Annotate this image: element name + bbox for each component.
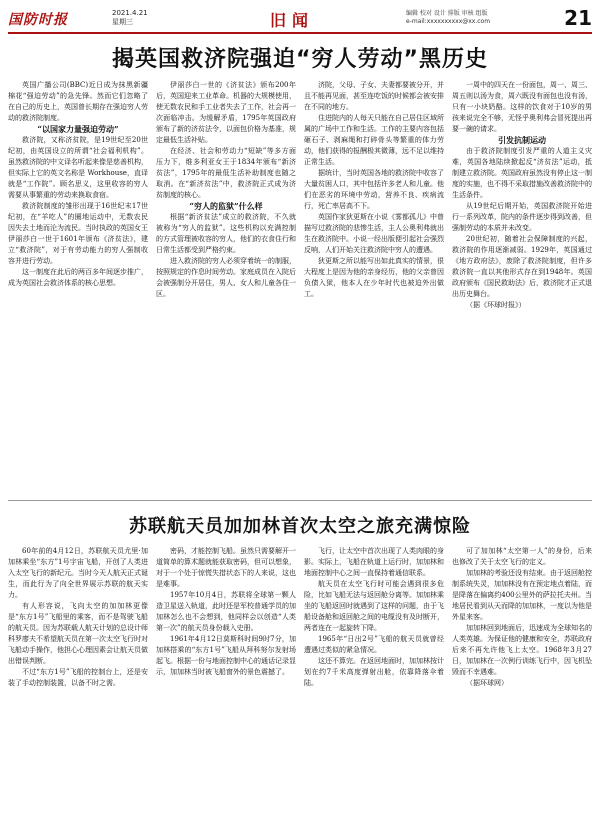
paragraph: 伊丽莎白一世的《济贫法》颁布200年后，英国迎来工业革命。机器的大规模使用，使无数农民和手工业者失去了工作，社会再一次面临冲击。为缓解矛盾，1795年英国政府颁布了新的济贫法令，以面包价格为基准，规定最低生活补贴。	[156, 81, 296, 144]
article1-column	[452, 80, 592, 492]
article2-column	[452, 546, 592, 820]
paragraph: 狄更斯之所以能写出如此真实的情景，很大程度上是因为他的亲身经历，他的父亲曾因负债入狱，他本人在少年时代也被迫外出做工。	[304, 257, 444, 298]
header-rule	[8, 32, 592, 34]
paragraph: 可了加加林“太空第一人”的身份，后来也修改了关于太空飞行的定义。	[452, 547, 592, 566]
paragraph: 这还不算完。在返回地面时，加加林按计划在约7千米高度弹射出舱，依靠降落伞着陆。	[304, 657, 444, 687]
article2-headline: 苏联航天员加加林首次太空之旅充满惊险	[129, 516, 471, 537]
article2-body	[8, 546, 592, 820]
paragraph: 据统计，当时英国各地的救济院中收容了大量贫困人口，其中包括许多老人和儿童。他们在恶劣的环境中劳动，营养不良、疾病流行，死亡率居高不下。	[304, 169, 444, 210]
paragraph: 飞行，让太空中首次出现了人类肉眼的身影。实际上，飞船在轨道上运行时，加加林和地面控制中心之间一直保持着通信联系。	[304, 547, 444, 577]
subheading: “穷人的监狱”什么样	[189, 201, 263, 211]
article1-column	[8, 80, 148, 492]
paragraph: 不过“东方1号”飞船的控制台上，还是安装了手动控制装置，以备不时之需。	[8, 668, 148, 687]
paragraph: 60年前的4月12日，苏联航天员尤里·加加林乘坐“东方”1号宇宙飞船，开创了人类进入太空飞行的新纪元。当时今天人航天正式诞生，而此行为了向全世界展示苏联的航天实力。	[8, 547, 148, 599]
issue-date	[112, 9, 148, 27]
article2-column	[8, 546, 148, 820]
paragraph: 一周中的四天在一份面包，周一、周三、周五则以汤为食，周六既没有面包也没有汤，只有一小块奶酪。这样的饮食对于10岁的男孩来说完全不够，无怪乎奥利弗会冒死提出再要一碗的请求。	[452, 81, 592, 133]
article1-column	[156, 80, 296, 492]
paragraph: 住进院内的人每天只能在自己居住区域所属的广场中工作和生活。工作的主要内容包括砸石子、剥麻绳和打碎骨头等繁重的体力劳动，他们获得的报酬极其微薄，远不足以维持正常生活。	[304, 114, 444, 166]
editorial-credits	[406, 10, 566, 26]
section-title: 旧闻	[270, 11, 315, 30]
paragraph: （据环球网）	[466, 679, 508, 687]
paragraph: 救济院制度的雏形出现于16世纪末17世纪初，在“羊吃人”的圈地运动中，无数农民因失去土地而沦为流民。当时执政的英国女王伊丽莎白一世于1601年颁布《济贫法》，建立“救济院”，对于有劳动能力的穷人强制收容并进行劳动。	[8, 202, 148, 265]
email-line: e-mail:xxxxxxxxxx@xx.com	[406, 18, 491, 25]
paragraph: 从19世纪后期开始，英国救济院开始进行一系列改革，院内的条件逐步得到改善，但强制劳动的本质并未改变。	[452, 202, 592, 232]
credits-line: 编辑 校对 设计 排版 审核 组版	[406, 10, 488, 17]
paragraph: 有人形容说，飞向太空的加加林更像是“东方1号”飞船里的乘客，而不是驾驶飞船的航天员。因为苏联载人航天计划的总设计师科罗廖夫不希望航天员在第一次太空飞行时对飞船动手操作，他担心心理因素会让航天员做出错误判断。	[8, 602, 148, 665]
paragraph: 1957年10月4日，苏联将全球第一颗人造卫星送入轨道，此时还是军校普通学员的加加林怎么也不会想到，他同样会以创造“人类第一次”的航天员身份载入史册。	[156, 591, 296, 632]
paragraph: 进入救济院的穷人必须穿着统一的制服，按照规定的作息时间劳动。家庭成员在入院后会被强制分开居住，男人、女人和儿童各住一区。	[156, 257, 296, 298]
weekday-text: 星期三	[112, 18, 133, 26]
paragraph: 根据“新济贫法”成立的救济院，不久就被称为“穷人的监狱”。这些机构以充满控制的方式管理被收容的穷人，他们的衣食住行和日常生活都受到严格约束。	[156, 213, 296, 254]
paragraph: 加加林回到地面后，迅速成为全球知名的人类英雄。为保证他的健康和安全，苏联政府后来不再允许他飞上太空。1968年3月27日，加加林在一次例行训练飞行中，因飞机坠毁而不幸遇难。	[452, 624, 592, 676]
paragraph: 20世纪初，随着社会保障制度的兴起，救济院的作用逐渐减弱。1929年，英国通过《地方政府法》，废除了救济院制度，但许多救济院一直以其他形式存在到1948年。英国政府颁布《国民救助法》后，救济院才正式退出历史舞台。	[452, 235, 592, 298]
paragraph: 英国广播公司(BBC)近日成为抹黑新疆棉花“强迫劳动”的急先锋。然而它们忽略了在自己的历史上，英国曾长期存在强迫穷人劳动的救济院制度。	[8, 81, 148, 122]
article1-column	[304, 80, 444, 492]
masthead	[8, 6, 592, 30]
article1-headline: 揭英国救济院强迫“穷人劳动”黑历史	[112, 47, 488, 72]
paper-logo: 国防时报	[8, 12, 68, 28]
paragraph: 1961年4月12日莫斯科时间9时7分，加加林搭乘的“东方1号”飞船从拜科努尔发射场起飞。根据一份与地面控制中心的通话记录显示，加加林当时被飞船窗外的景色震撼了。	[156, 635, 296, 676]
article-divider	[8, 500, 592, 501]
article2-column	[156, 546, 296, 820]
page-number: 21	[564, 6, 592, 30]
date-text: 2021.4.21	[112, 9, 148, 17]
paragraph: （据《环球时报》）	[466, 301, 526, 309]
subheading: “以国家力量强迫劳动”	[37, 124, 119, 134]
paragraph: 加加林的考验还没有结束。由于返回舱控制系统失灵，加加林没有在预定地点着陆，而是降落在偏离约400公里外的萨拉托夫州。当地居民看到从天而降的加加林，一度以为他是外星来客。	[452, 569, 592, 621]
paragraph: 救济院，又称济贫院，是19世纪至20世纪初，由英国设立的所谓“社会福利机构”。虽然救济院的中文译名听起来像是慈善机构，但实际上它的英文名称是 Workhouse，直译就是“工作院”。顾名思义，这里收容的穷人需要从事繁重的劳动来换取食宿。	[8, 136, 148, 199]
subheading: 引发抗制运动	[498, 135, 546, 145]
paragraph: 英国作家狄更斯在小说《雾都孤儿》中曾描写过救济院的悲惨生活，主人公奥利弗就出生在救济院中。小说一经出版便引起社会强烈反响，人们开始关注救济院中穷人的遭遇。	[304, 213, 444, 254]
paragraph: 由于救济院制度引发严重的人道主义灾难，英国各地陆续掀起反“济贫法”运动，抵制建立救济院。英国政府虽然没有停止这一制度的实施，也不得不采取措施改善救济院中的生活条件。	[452, 147, 592, 199]
article1-body	[8, 80, 592, 492]
paragraph: 济院，父母、子女、夫妻都要被分开，并且不能再见面，甚至连吃饭的时候都会被安排在不同的地方。	[304, 81, 444, 111]
article2-column	[304, 546, 444, 820]
paragraph: 在经济、社会和劳动力“短缺”等多方面压力下，维多利亚女王于1834年颁布“新济贫法”，1795年的最低生活补助制度也随之取消。在“新济贫法”中，救济院正式成为济贫制度的核心。	[156, 147, 296, 199]
paragraph: 1965年“日出2号”飞船的航天员就曾经遭遇过类似的紧急情况。	[304, 635, 444, 654]
paragraph: 密码，才能控制飞船。虽然只需要解开一道简单的算术题就能获取密码，但可以想象，对于一个处于惊慌失措状态下的人来说，这也是难事。	[156, 547, 296, 588]
paragraph: 航天员在太空飞行时可能会遇到很多危险，比如飞船无法与返回舱分离等。加加林乘坐的飞船返回时就遇到了这样的问题，由于飞船设备舱和返回舱之间的电缆没有及时断开，两者连在一起旋转下降。	[304, 580, 444, 632]
paragraph: 这一制度在此后的两百多年间逐步推广，成为英国社会救济体系的核心思想。	[8, 268, 148, 287]
